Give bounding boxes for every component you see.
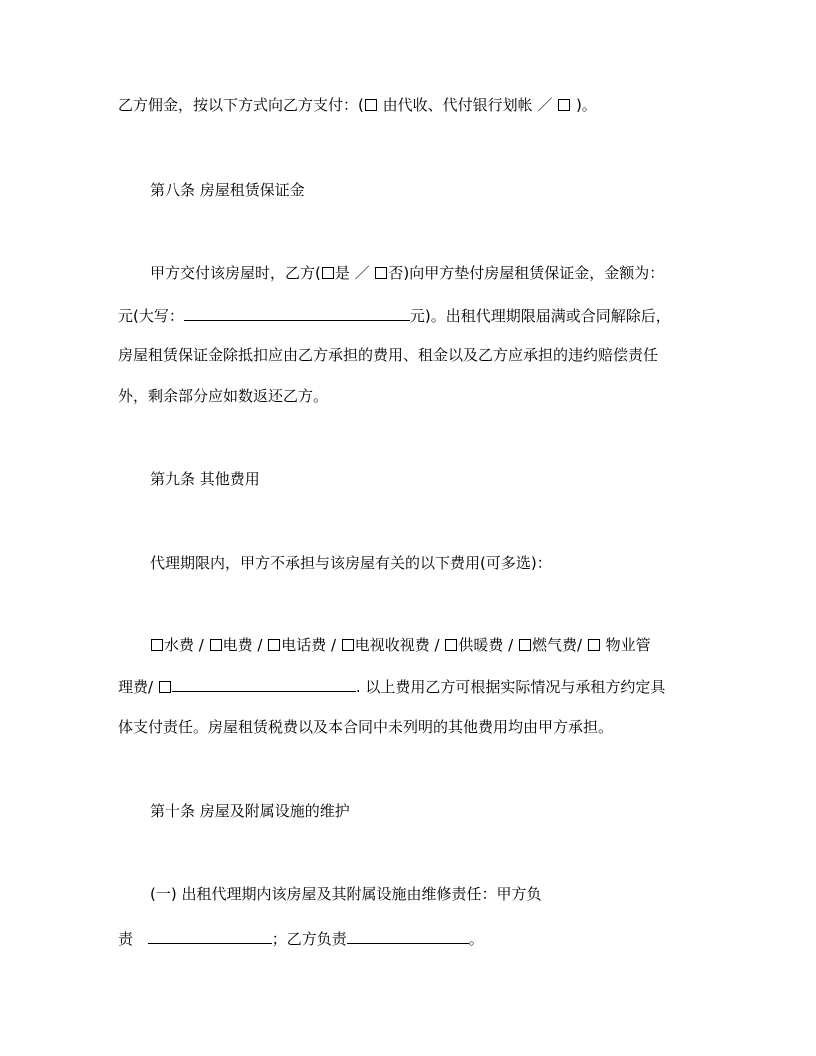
checkbox-heating-fee[interactable]	[445, 639, 457, 651]
article-9-heading: 第九条 其他费用	[150, 470, 260, 488]
party-a-responsibility-blank[interactable]	[148, 928, 272, 944]
checkbox-phone-fee[interactable]	[268, 639, 280, 651]
deposit-line-2: 元(大写： 元)。出租代理期限届满或合同解除后，	[118, 307, 671, 325]
fees-line-2: 理费/ . 以上费用乙方可根据实际情况与承租方约定具	[118, 678, 666, 696]
checkbox-other-payment[interactable]	[558, 99, 570, 111]
fees-intro-line: 代理期限内，甲方不承担与该房屋有关的以下费用(可多选)：	[150, 554, 552, 572]
checkbox-other-fee[interactable]	[159, 681, 171, 693]
checkbox-bank-transfer[interactable]	[365, 99, 377, 111]
checkbox-deposit-no[interactable]	[375, 267, 387, 279]
article-10-heading: 第十条 房屋及附属设施的维护	[150, 802, 350, 820]
checkbox-water-fee[interactable]	[151, 639, 163, 651]
fees-options-line: 水费 / 电费 / 电话费 / 电视收视费 / 供暖费 / 燃气费/ 物业管	[150, 635, 651, 655]
party-b-responsibility-blank[interactable]	[347, 928, 469, 944]
checkbox-property-fee[interactable]	[588, 639, 600, 651]
checkbox-deposit-yes[interactable]	[322, 267, 334, 279]
article-8-heading: 第八条 房屋租赁保证金	[150, 181, 305, 199]
checkbox-tv-fee[interactable]	[342, 639, 354, 651]
commission-payment-line: 乙方佣金，按以下方式向乙方支付：( 由代收、代付银行划帐 ／ )。	[118, 96, 597, 114]
deposit-amount-blank[interactable]	[184, 305, 410, 321]
maintenance-line-1: (一) 出租代理期内该房屋及其附属设施由维修责任：甲方负	[150, 885, 542, 903]
deposit-line-3: 房屋租赁保证金除抵扣应由乙方承担的费用、租金以及乙方应承担的违约赔偿责任	[118, 346, 659, 364]
other-fee-blank[interactable]	[172, 676, 356, 692]
fees-line-3: 体支付责任。房屋租赁税费以及本合同中未列明的其他费用均由甲方承担。	[118, 718, 614, 736]
checkbox-electricity-fee[interactable]	[210, 639, 222, 651]
checkbox-gas-fee[interactable]	[519, 639, 531, 651]
deposit-line-4: 外，剩余部分应如数返还乙方。	[118, 387, 329, 405]
maintenance-line-2: 责 ；乙方负责 。	[118, 930, 484, 948]
deposit-line-1: 甲方交付该房屋时，乙方( 是 ／ 否)向甲方垫付房屋租赁保证金，金额为：	[150, 264, 665, 282]
